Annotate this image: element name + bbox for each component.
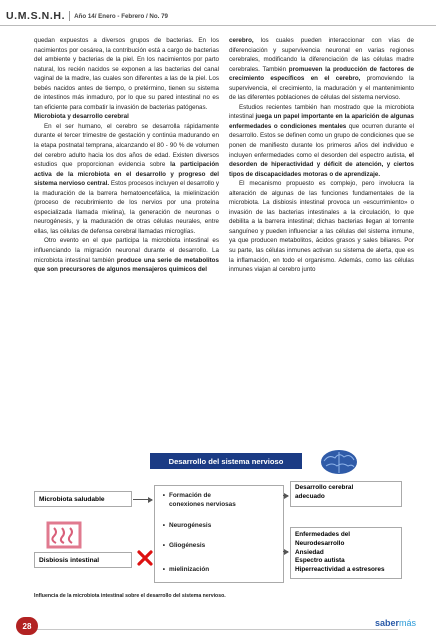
paragraph <box>229 36 414 103</box>
text-run: que ocurren durante el desarrollo. Estos se definen como un grupo de condiciones que se ponen de manifiesto durante los primeros años del individuo e incluyen enfermedades como el desorden del espectro autista, <box>229 122 414 159</box>
process-label: Gliogénesis <box>169 542 206 549</box>
outcome-line: Hiperreactividad a estresores <box>295 566 385 574</box>
page-number: 28 <box>16 617 38 635</box>
bold-run: promueven la producción de factores de crecimiento específicos en el cerebro, <box>229 65 414 83</box>
text-run: En el ser humano, el cerebro se desarrolla rápidamente durante el tercer trimestre de gestación y continúa madurando en la etapa postnatal temprana, alcanzando el 80 - 90 % de volumen del cerebro adulto hacia los dos años de edad. Existen diversos estudios que proporcionan evidencia sobre <box>34 122 219 169</box>
issue-info: Año 14/ Enero - Febrero / No. 79 <box>74 12 168 20</box>
bold-run: cerebro, <box>229 37 254 44</box>
process-item: • Gliogénesis <box>162 542 206 549</box>
figure-diagram <box>34 449 406 591</box>
processes-list <box>154 485 284 583</box>
outcome-line: Neurodesarrollo <box>295 539 345 547</box>
brain-icon <box>320 449 358 475</box>
logo-text: saber <box>374 618 399 628</box>
page-header <box>6 6 168 26</box>
text-run: Estudios recientes también han mostrado que la microbiota intestinal <box>229 103 414 121</box>
arrow <box>283 495 288 496</box>
paragraph <box>34 122 219 237</box>
header-rule <box>0 25 436 26</box>
outcome-line: Enfermedades del <box>295 531 351 538</box>
magazine-name: U.M.S.N.H. <box>6 10 66 22</box>
paragraph <box>34 236 219 274</box>
text-run: Otro evento en el que participa la microbiota intestinal es influenciando la migración neuronal durante el desarrollo. La microbiota intestinal también <box>34 237 219 264</box>
footer-rule <box>36 629 398 630</box>
disorders-box <box>290 527 402 579</box>
healthy-microbiota-label: Microbiota saludable <box>34 491 132 507</box>
process-item: • mielinización <box>162 566 210 573</box>
text-run: promoviendo la supervivencia, el crecimiento, la maduración y el mantenimiento de las diferentes poblaciones de células del sistema nervioso. <box>229 75 414 102</box>
process-label: mielinización <box>169 566 210 573</box>
right-column <box>229 36 414 275</box>
bold-run: produce una serie de metabolitos que son precursores de algunos mensajeros químicos del <box>34 256 219 274</box>
section-heading: Microbiota y desarrollo cerebral <box>34 113 129 121</box>
outcome-line: Ansiedad <box>295 548 324 556</box>
bold-run: la participación activa de la microbiota en el desarrollo y progreso del sistema nervioso central. <box>34 161 219 188</box>
arrow <box>133 499 152 500</box>
process-item-continued: conexiones nerviosas <box>169 501 236 508</box>
process-label: Formación de <box>169 492 211 499</box>
bold-run: juega un papel importante en la aparición de algunas enfermedades o condiciones mentales <box>229 113 414 130</box>
text-run: Estos procesos incluyen el desarrollo y la maduración de la barrera hematoencefálica, la mielinización (proceso de recubrimiento de los nervios por una proteína especializada llamada mielina), la generación de neuronas o neurogénesis, y la maduración de otras células neurales, entre ellas, las células de defensa cerebral llamadas microglías. <box>34 180 219 235</box>
paragraph <box>229 103 414 179</box>
process-label: Neurogénesis <box>169 522 212 529</box>
paragraph: El mecanismo propuesto es complejo, pero involucra la alteración de algunas de las funciones fundamentales de la microbiota. La disbiosis intestinal provoca un «escurrimiento» o invasión de las bacterias intestinales a la circulación, lo que debilita a la barrera intestinal; dichas bacterias llegan al torrente sanguíneo y pueden influenciar a las células del sistema inmune, ya que producen metabolitos, ácidos grasos y sales biliares. Por su parte, las células inmunes activan su sistema de alerta, que es la inflamación, en todo el organismo. Además, como las células inmunes viajan al cerebro junto <box>229 180 414 274</box>
outcome-line: adecuado <box>295 492 325 500</box>
paragraph: quedan expuestos a diversos grupos de bacterias. En los nacimientos por cesárea, la contribución está a cargo de bacterias del ambiente y bacterias de la piel. En los nacimientos por parto natural, los recién nacidos se exponen a las bacterias del canal vaginal de la madre, las cuales son diferentes a las de la piel. Los bebés nacidos antes de tiempo, o pretérmino, tienen su sistema de intestinos más inmaduro, por lo que su pared intestinal no es tan eficiente para combatir la invasión de bacterias patógenas. <box>34 37 219 111</box>
intestine-icon <box>44 519 84 551</box>
figure-title: Desarrollo del sistema nervioso <box>150 453 302 469</box>
process-item: • Formación de <box>162 492 211 499</box>
dysbiosis-label: Disbiosis intestinal <box>34 552 132 568</box>
outcome-line: Desarrollo cerebral <box>295 484 354 491</box>
header-separator <box>69 11 70 21</box>
arrow <box>283 551 288 552</box>
left-column <box>34 36 219 275</box>
bold-run: el desorden de hiperactividad y déficit de atención, y ciertos tipos de discapacidades motoras o de aprendizaje. <box>229 151 414 178</box>
adequate-development-box <box>290 481 402 507</box>
saber-mas-logo <box>375 618 416 628</box>
figure-caption: Influencia de la microbiota intestinal sobre el desarrollo del sistema nervioso. <box>34 593 226 599</box>
red-x-icon <box>137 550 153 566</box>
logo-text: más <box>398 618 416 628</box>
text-run: los cuales pueden interaccionar con vías de diferenciación y supervivencia neuronal en varias regiones cerebrales, modificando la diferenciación de las células madre cerebrales. También <box>229 37 414 73</box>
process-item: • Neurogénesis <box>162 522 212 529</box>
outcome-line: Espectro autista <box>295 557 345 565</box>
